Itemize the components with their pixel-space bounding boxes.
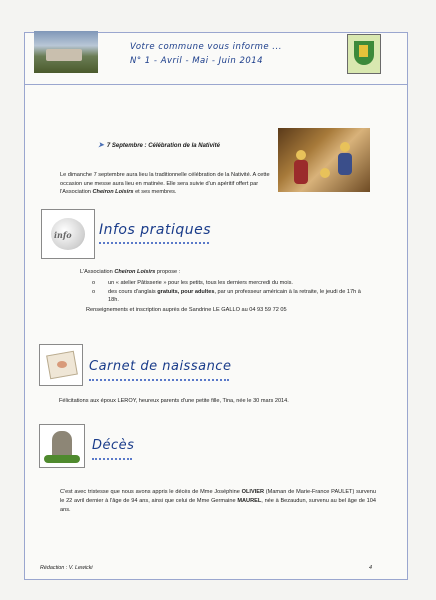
nativity-painting: [278, 128, 370, 192]
naissance-heading: Carnet de naissance: [89, 359, 232, 374]
deces-text-part3: , née à Bezaudun, survenu au bel âge de 104 ans.: [60, 498, 376, 514]
newsletter-title-line1: Votre commune vous informe ...: [130, 42, 282, 52]
info-icon: [41, 209, 95, 259]
deces-text-part1: C'est avec tristesse que nous avons appris le décès de Mme Joséphine: [60, 489, 242, 495]
info-badge-text: info: [54, 230, 72, 240]
halo-shape: [340, 142, 350, 152]
naissance-heading-underline: [89, 379, 229, 383]
infos-intro-part2: propose :: [155, 269, 181, 275]
crest-tower: [359, 45, 368, 57]
infos-intro: [80, 269, 180, 275]
village-photo: [34, 31, 98, 73]
deces-paragraph: [60, 488, 376, 516]
deces-name2: MAUREL: [237, 498, 262, 505]
deces-heading: Décès: [92, 438, 135, 453]
footer-credit: Rédaction : V. Lewicki: [40, 565, 93, 571]
newsletter-title-line2: N° 1 - Avril - Mai - Juin 2014: [130, 56, 264, 66]
commune-crest: [347, 34, 381, 74]
infos-list: [92, 279, 372, 305]
deces-heading-underline: [92, 458, 132, 462]
list-item: [92, 279, 372, 288]
event-heading: [98, 141, 220, 149]
baby-card-icon: [39, 344, 83, 386]
infos-item2-part2: , par un professeur américain à la retraite, le jeudi de 17h à 18h.: [108, 288, 361, 303]
event-heading-text: 7 Septembre : Célébration de la Nativité: [106, 143, 220, 149]
grass-shape: [44, 455, 80, 463]
event-text-part2: et ses membres.: [133, 189, 177, 195]
infos-intro-association: Cheiron Loisirs: [114, 269, 156, 275]
figure-shape: [294, 160, 308, 184]
list-item: [92, 288, 372, 305]
baby-shape: [57, 361, 67, 368]
deces-text-part2: (Maman de Marie-France PAULET) survenu le 22 avril dernier à l'âge de 94 ans, ainsi que celui de Mme Germaine: [60, 489, 377, 505]
deces-name1: OLIVIER: [241, 489, 265, 495]
header-rule: [24, 84, 407, 85]
village-houses: [46, 49, 82, 61]
infos-item2-part1: des cours d'anglais: [108, 288, 158, 295]
infos-heading: Infos pratiques: [99, 222, 212, 238]
arrow-icon: ➤: [98, 142, 104, 149]
infos-contact: Renseignements et inscription auprès de Sandrine LE GALLO au 04 93 59 72 05: [86, 307, 287, 313]
infos-heading-underline: [99, 242, 209, 246]
tombstone-icon: [39, 424, 85, 468]
event-paragraph: [60, 171, 280, 197]
event-text-part1: Le dimanche 7 septembre aura lieu la traditionnelle célébration de la Nativité. A cette occasion une messe aura lieu en matinée. Elle sera suivie d'un apéritif offert par l'Association: [60, 172, 270, 195]
newsletter-title: [130, 40, 330, 68]
event-association: Cheiron Loisirs: [92, 189, 134, 195]
bullet-icon: o: [92, 288, 96, 295]
infos-item1: un « atelier Pâtisserie » pour les petits, tous les derniers mercredi du mois.: [108, 280, 293, 286]
naissance-text: Félicitations aux époux LEROY, heureux parents d'une petite fille, Tina, née le 30 mars 2014.: [59, 398, 289, 404]
infos-intro-part1: L'Association: [80, 269, 115, 275]
page-number: 4: [369, 565, 372, 571]
figure-shape: [338, 153, 352, 175]
halo-shape: [320, 168, 330, 178]
bullet-icon: o: [92, 280, 96, 286]
infos-item2-bold: gratuits, pour adultes: [157, 288, 215, 295]
halo-shape: [296, 150, 306, 160]
